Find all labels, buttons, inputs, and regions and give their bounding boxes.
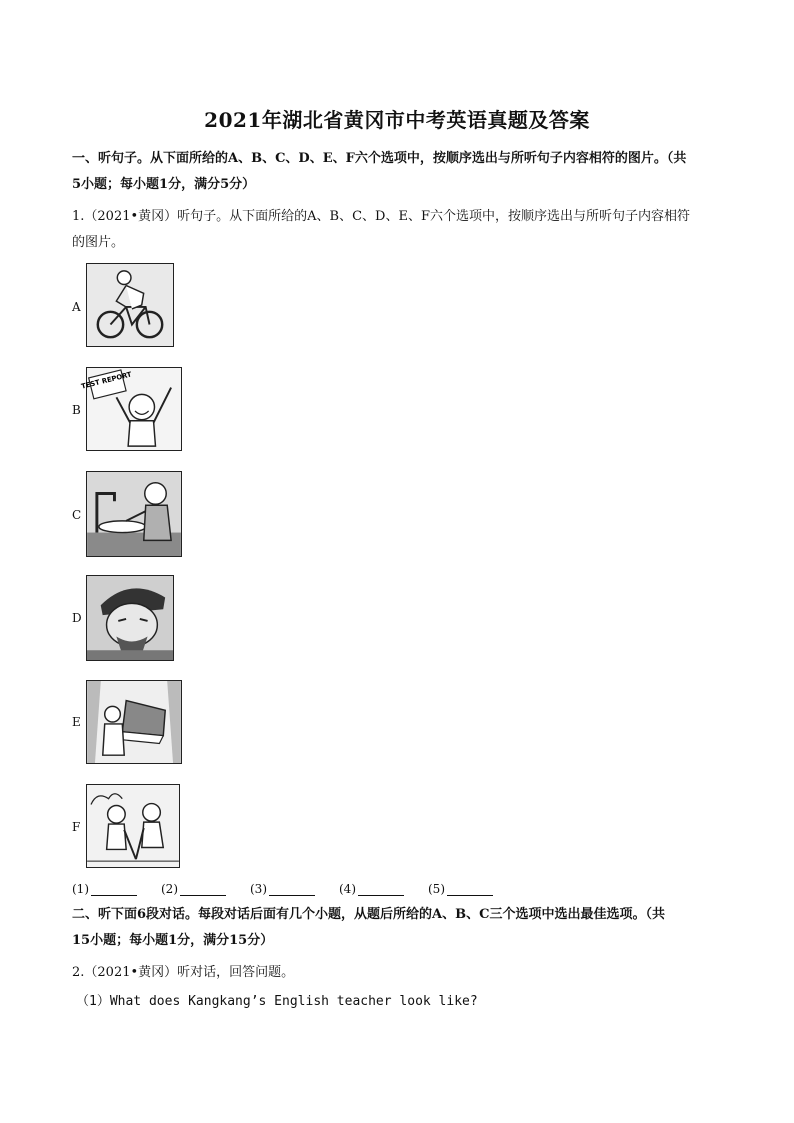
section1-heading-line1: 一、听句子。从下面所给的A、B、C、D、E、F六个选项中，按顺序选出与所听句子内容相符的图片。（共 <box>72 151 687 166</box>
portrait-picture <box>86 575 174 661</box>
option-f-label: F <box>72 820 81 834</box>
section2-heading-line2: 15小题；每小题1分，满分15分） <box>72 933 274 948</box>
blank-number: (5) <box>428 882 445 896</box>
blank-number: (4) <box>339 882 356 896</box>
option-c-label: C <box>72 508 82 522</box>
question2-sub1: （1）What does Kangkang’s English teacher look like? <box>76 994 478 1009</box>
blank-line <box>180 883 226 896</box>
option-d-label: D <box>72 611 82 625</box>
section2-heading <box>72 902 722 954</box>
blank-line <box>269 883 315 896</box>
option-b-label: B <box>72 403 81 417</box>
test-report-icon <box>80 368 181 450</box>
question2-stem: 2.（2021•黄冈）听对话，回答问题。 <box>72 965 295 980</box>
blank-line <box>91 883 137 896</box>
test-report-picture <box>80 367 182 451</box>
blank-line <box>447 883 493 896</box>
test-report-text: TEST REPORT <box>80 370 133 391</box>
piano-picture <box>86 680 182 764</box>
blank-number: (3) <box>250 882 267 896</box>
washing-hands-picture <box>86 471 182 557</box>
children-sweeping-picture <box>86 784 180 868</box>
answer-blank[interactable] <box>339 882 404 896</box>
section1-heading-line2: 5小题；每小题1分，满分5分） <box>72 177 256 192</box>
piano-icon <box>87 681 181 763</box>
children-sweeping-icon <box>87 785 179 867</box>
washing-hands-icon <box>87 472 181 556</box>
answer-blanks <box>72 882 493 896</box>
option-a-label: A <box>72 300 81 314</box>
page-title: 2021年湖北省黄冈市中考英语真题及答案 <box>204 108 590 132</box>
blank-line <box>358 883 404 896</box>
answer-blank[interactable] <box>428 882 493 896</box>
blank-number: (1) <box>72 882 89 896</box>
question1-line1: 1.（2021•黄冈）听句子。从下面所给的A、B、C、D、E、F六个选项中，按顺序选出与所听句子内容相符 <box>72 209 690 224</box>
question1-line2: 的图片。 <box>72 235 125 250</box>
section1-heading <box>72 146 722 198</box>
question1-stem <box>72 204 722 256</box>
option-e-label: E <box>72 715 81 729</box>
portrait-icon <box>87 576 173 660</box>
cyclist-icon <box>87 264 173 346</box>
answer-blank[interactable] <box>250 882 315 896</box>
blank-number: (2) <box>161 882 178 896</box>
section2-heading-line1: 二、听下面6段对话。每段对话后面有几个小题，从题后所给的A、B、C三个选项中选出最佳选项。（共 <box>72 907 665 922</box>
answer-blank[interactable] <box>72 882 137 896</box>
answer-blank[interactable] <box>161 882 226 896</box>
cyclist-picture <box>86 263 174 347</box>
